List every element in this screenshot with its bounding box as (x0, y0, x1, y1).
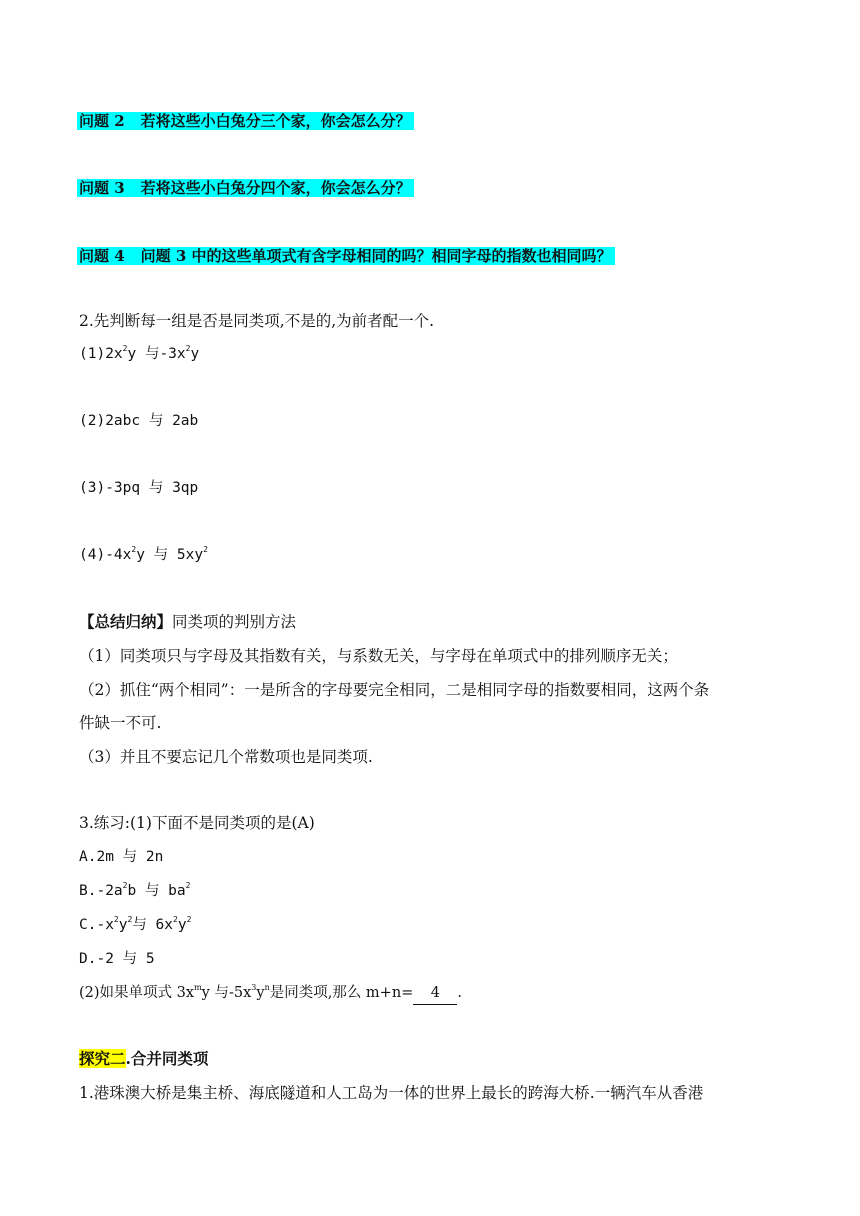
summary-point-1: （1）同类项只与字母及其指数有关，与系数无关，与字母在单项式中的排列顺序无关； (79, 647, 678, 665)
question-2 (79, 110, 414, 132)
question-3 (79, 177, 414, 199)
section2-item-2: (2)2abc 与 2ab (79, 413, 199, 429)
explore2-paragraph: 1.港珠澳大桥是集主桥、海底隧道和人工岛为一体的世界上最长的跨海大桥.一辆汽车从香港 (79, 1084, 704, 1102)
exercise-option-a: A.2m 与 2n (79, 849, 164, 865)
question-4-label: 问题 4 (79, 247, 125, 265)
question-2-label: 问题 2 (79, 112, 125, 130)
summary-point-2a: （2）抓住“两个相同”：一是所含的字母要完全相同，二是相同字母的指数要相同，这两个条 (79, 681, 710, 699)
exercise-question-2: (2)如果单项式 $3x^my$ 与$-5x^3y^n$是同类项,那么 m+n= 4 . (79, 982, 462, 1005)
section2-item-3: (3)-3pq 与 3qp (79, 480, 199, 496)
question-3-text: 若将这些小白兔分四个家，你会怎么分？ (140, 179, 411, 197)
exercise-option-d: D.-2 与 5 (79, 951, 155, 967)
section2-item-4: $(4)-4x^2y$ 与 $5xy^2$ (79, 545, 208, 563)
exercise-title: 3.练习:(1)下面不是同类项的是(A) (79, 814, 315, 832)
summary-point-3: （3）并且不要忘记几个常数项也是同类项. (79, 748, 373, 766)
exercise-option-b: $B.-2a^2b$ 与 $ba^2$ (79, 881, 191, 899)
explore2-heading: 探究二.合并同类项 (79, 1049, 209, 1068)
exercise-option-c: $C.-x^2y^2$与 $6x^2y^2$ (79, 915, 192, 933)
question-4-text: 问题 3 中的这些单项式有含字母相同的吗？相同字母的指数也相同吗？ (140, 247, 612, 265)
question-2-text: 若将这些小白兔分三个家，你会怎么分？ (140, 112, 411, 130)
summary-title: 【总结归纳】同类项的判别方法 (79, 612, 297, 631)
question-4 (79, 245, 615, 267)
section2-intro: 2.先判断每一组是否是同类项,不是的,为前者配一个. (79, 312, 435, 330)
question-3-label: 问题 3 (79, 179, 125, 197)
section2-item-1: $(1)2x^2y$ 与$-3x^2y$ (79, 344, 200, 362)
summary-point-2b: 件缺一不可. (79, 714, 162, 732)
answer-blank: 4 (413, 982, 457, 1005)
